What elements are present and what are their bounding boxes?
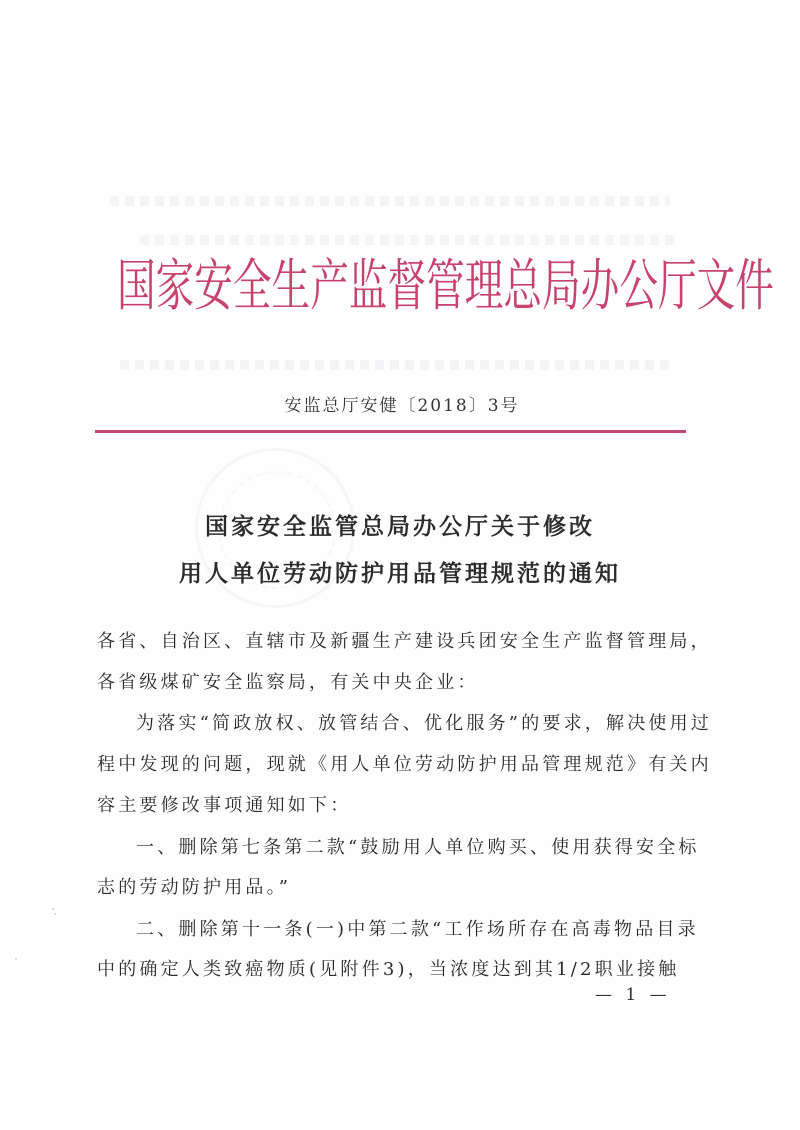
- page-number: — 1 —: [595, 985, 671, 1005]
- paragraph-1-line-2: 程中发现的问题，现就《用人单位劳动防护用品管理规范》有关内: [97, 754, 712, 775]
- document-number: 安监总厅安健〔2018〕3号: [284, 396, 520, 416]
- show-through-line: [140, 235, 680, 245]
- paragraph-3-line-2: 中的确定人类致癌物质(见附件3)，当浓度达到其1/2职业接触: [97, 959, 680, 980]
- scan-speck: [52, 908, 54, 910]
- addressee-line-2: 各省级煤矿安全监察局，有关中央企业：: [97, 672, 479, 693]
- paragraph-1-line-1: 为落实“简政放权、放管结合、优化服务”的要求，解决使用过: [136, 713, 713, 734]
- paragraph-1-line-3: 容主要修改事项通知如下：: [97, 795, 352, 816]
- addressee-line-1: 各省、自治区、直辖市及新疆生产建设兵团安全生产监督管理局，: [97, 631, 712, 652]
- scan-speck: [54, 913, 56, 915]
- paragraph-3-line-1: 二、删除第十一条(一)中第二款“工作场所存在高毒物品目录: [136, 919, 699, 940]
- issuer-header-text: 国家安全生产监督管理总局办公厅文件: [117, 254, 774, 319]
- red-separator-rule: [95, 430, 686, 433]
- scan-speck: [15, 958, 17, 960]
- paragraph-2-line-1: 一、删除第七条第二款“鼓励用人单位购买、使用获得安全标: [136, 837, 700, 858]
- document-title-line-2: 用人单位劳动防护用品管理规范的通知: [179, 561, 621, 587]
- issuer-header: [117, 252, 774, 322]
- paragraph-2-line-2: 志的劳动防护用品。”: [97, 877, 292, 898]
- show-through-line: [120, 360, 670, 370]
- document-title-line-1: 国家安全监管总局办公厅关于修改: [205, 514, 595, 540]
- show-through-line: [110, 196, 670, 206]
